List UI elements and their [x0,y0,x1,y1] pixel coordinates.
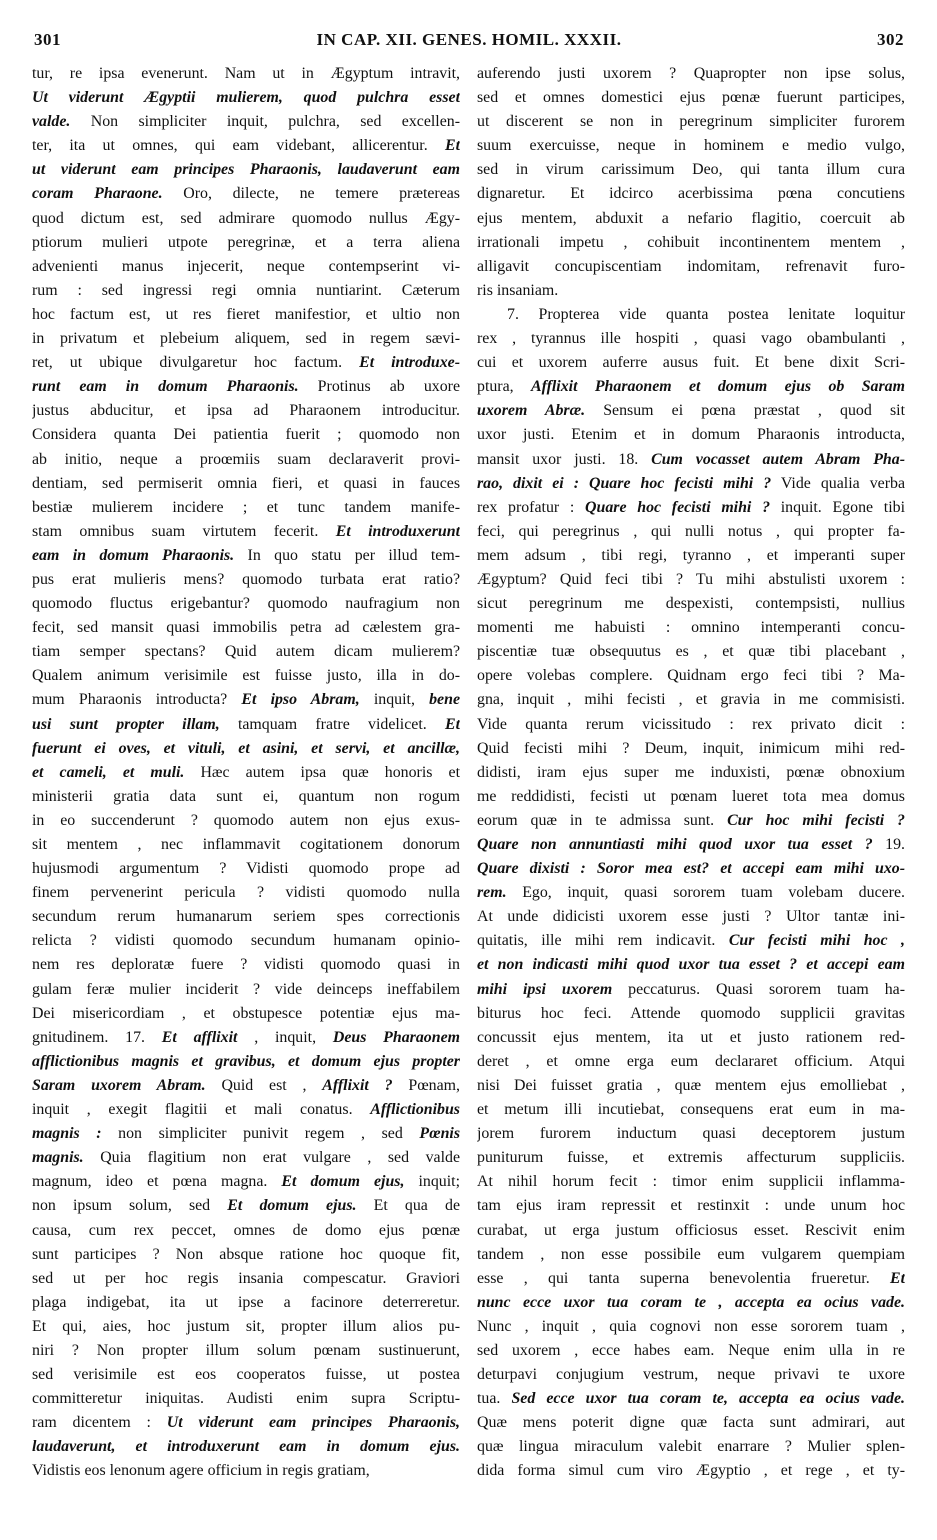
text-run: didisti, iram ejus super me induxisti, pœnæ obnoxium [477,763,905,781]
text-run: gnitudinem. 17. [32,1028,162,1046]
text-line [32,616,460,640]
text-line [32,1194,460,1218]
text-run: jorem furorem inductum quasi deceptorem justum [477,1125,905,1143]
text-line [477,207,905,231]
text-run: sit mentem , nec inflammavit cogitationem donorum [32,836,460,853]
italic-scripture-quote: et cameli, et muli. [32,763,185,781]
text-run: auferendo justi uxorem ? Quapropter non ipse solus, [477,65,905,82]
text-line [477,592,905,616]
text-line [477,1074,905,1098]
text-run: ministerii gratia data sunt ei, quantum non rogum [32,787,460,805]
text-run: causa, cum rex peccet, omnes de domo ejus pœnæ [32,1221,460,1239]
text-run: sicut peregrinum me despexisti, contempsisti, nullius [477,595,905,613]
text-line [32,1122,460,1146]
text-line [477,929,905,953]
text-line [32,953,460,977]
text-line [32,327,460,351]
text-run: sed ut per hoc regis insania compescatur. Graviori [32,1269,460,1287]
text-run: relicta ? vidisti quomodo secundum humanam opinio- [32,932,460,950]
italic-scripture-quote: Et ipso Abram, [241,691,360,709]
italic-scripture-quote: rao, dixit ei : Quare hoc fecisti mihi ? [477,474,772,492]
text-line [32,833,460,857]
text-run: magnum, ideo et pœna magna. [32,1173,282,1191]
text-line [32,158,460,182]
italic-scripture-quote: Afflixit Pharaonem et domum ejus ob Saram [530,378,905,396]
text-line [477,520,905,544]
text-line [32,110,460,134]
text-line [477,713,905,737]
text-run: mem adsum , tibi regi, tyranno , et imperanti super [477,546,905,564]
text-line [477,1026,905,1050]
text-line [477,1459,905,1483]
text-line [32,1170,460,1194]
text-line [477,978,905,1002]
text-line [32,399,460,423]
italic-scripture-quote: Et domum ejus. [227,1197,357,1215]
text-run: secundum rerum humanarum seriem spes correctionis [32,908,460,926]
text-line [477,1146,905,1170]
text-run: curabat, ut erga justum officiosus esset. Rescivit enim [477,1221,905,1239]
text-run: niri ? Non propter illum solum pœnam sustinuerunt, [32,1341,460,1359]
text-run: nem res deploratæ fuere ? vidisti quomodo quasi in [32,956,460,974]
text-run: feci, qui peregrinus , qui nulli notus , qui propter fa- [477,522,905,540]
text-line [32,231,460,255]
text-line [477,616,905,640]
text-line [477,327,905,351]
text-run: committeretur iniquitas. Audisti enim supra Scriptu- [32,1390,460,1408]
text-line [477,1050,905,1074]
italic-scripture-quote: Cum vocasset autem Abram Pha- [651,450,905,468]
text-line [32,1315,460,1339]
text-line [32,1435,460,1459]
text-line [477,496,905,520]
text-line [477,953,905,977]
italic-scripture-quote: Afflixit ? [322,1076,393,1094]
text-run: in eo succenderunt ? quomodo autem non ejus exus- [32,811,460,829]
text-run: biturus hoc feci. Attende quomodo supplicii gravitas [477,1004,905,1022]
right-text-column [477,62,905,1522]
text-line [32,1387,460,1411]
text-run: tam ejus iram repressit et restinxit : unde unum hoc [477,1197,905,1215]
text-run: non simpliciter punivit regem , sed [101,1125,420,1143]
text-run: sed et omnes domestici ejus pœnæ fuerunt participes, [477,89,905,107]
text-line [477,688,905,712]
running-header [34,30,904,56]
text-line [477,62,905,86]
text-line [32,1267,460,1291]
text-line [32,1219,460,1243]
left-text-column [32,62,460,1522]
text-line [32,737,460,761]
text-run: Quia flagitium non erat vulgare , sed valde [83,1149,460,1167]
text-line [32,255,460,279]
text-line [477,279,905,303]
italic-scripture-quote: Ut viderunt Ægyptii mulierem, quod pulchra esset [32,89,460,107]
italic-scripture-quote: eam in domum Pharaonis. [32,546,235,564]
text-line [32,881,460,905]
text-line [32,568,460,592]
text-line [477,1243,905,1267]
text-run: suum exercuisse, neque in hominem e medio vulgo, [477,137,905,155]
text-run: Protinus ab uxore [298,378,460,396]
text-run: deret , et omne erga eum declararet officium. Atqui [477,1052,905,1070]
text-line [32,86,460,110]
text-run: , inquit, [237,1028,333,1046]
text-line [32,688,460,712]
text-run: sed in virum carissimum Deo, qui tanta illum cura [477,161,905,179]
text-line [32,857,460,881]
text-run: Nunc , inquit , quia cognovi non esse sororem tuam , [477,1317,905,1335]
text-run: At nihil horum fecit : timor enim supplicii inflamma- [477,1173,905,1191]
text-line [32,182,460,206]
italic-scripture-quote: Et afflixit [161,1028,238,1046]
text-line [32,713,460,737]
text-run: concussit ejus mentem, ita ut et justo rationem red- [477,1028,905,1046]
text-line [477,1315,905,1339]
text-line [32,520,460,544]
text-run: dentiam, sed permiserit omnia fieri, et quasi in fauces [32,474,460,492]
text-line [32,375,460,399]
text-run: et metum illi incutiebat, consequens erat eum in ma- [477,1101,905,1119]
text-line [32,664,460,688]
text-line [32,448,460,472]
italic-scripture-quote: magnis : [32,1125,102,1143]
text-run: plaga indigebat, ita ut ipse a facinore deterreretur. [32,1293,460,1311]
text-run: Sensum ei pœna præstat , quod sit [585,402,905,420]
text-line [477,544,905,568]
text-line [32,978,460,1002]
italic-scripture-quote: Et domum ejus, [281,1173,405,1191]
text-line [477,399,905,423]
text-run: bestiæ mulierem incidere ; et tunc tandem manife- [32,498,460,516]
text-line [32,905,460,929]
text-run: inquit; [404,1173,460,1191]
text-run: ab initio, neque a proœmiis suam declaraverit provi- [32,450,460,468]
text-run: dida forma simul cum viro Ægyptio , et rege , et ty- [477,1462,905,1480]
text-run: sed uxorem , ecce habes eam. Neque enim ulla in re [477,1341,905,1359]
text-run: fecit, sed mansit quasi immobilis petra ad cælestem gra- [32,619,460,637]
text-line [477,568,905,592]
text-run: gna, inquit , mihi fecisti , et gravia in me commisisti. [477,691,905,709]
text-run: inquit, [359,691,430,709]
text-line [32,207,460,231]
text-line [32,423,460,447]
text-run: rex profatur : [477,498,586,516]
text-run: Et qua de [356,1197,460,1215]
text-line [477,375,905,399]
text-run: quitatis, ille mihi rem indicavit. [477,932,729,950]
text-run: In quo statu per illud tem- [234,546,460,564]
text-run: hujusmodi argumentum ? Vidisti quomodo prope ad [32,860,460,878]
text-run: Quid fecisti mihi ? Deum, inquit, inimicum mihi red- [477,739,905,757]
text-line [32,544,460,568]
text-run: justus abducitur, et ipsa ad Pharaonem introducitur. [32,402,460,420]
page-number-left: 301 [34,30,61,49]
text-line [32,785,460,809]
text-run: in privatum et plebeium aliquem, sed in regem sævi- [32,330,460,348]
italic-scripture-quote: Deus Pharaonem [332,1028,460,1046]
text-line [477,881,905,905]
text-line [32,62,460,86]
text-line [477,303,905,327]
text-run: inquit. Egone tibi [770,498,905,516]
text-run: deturpavi conjugium vestrum, neque privavi te uxore [477,1366,905,1384]
italic-scripture-quote: fuerunt ei oves, et vituli, et asini, et servi, et ancillæ, [32,739,460,757]
text-run: peccaturus. Quasi sororem tuam ha- [612,980,905,998]
text-line [477,448,905,472]
text-run: Vidistis eos lenonum agere officium in regis gratiam, [32,1462,370,1480]
text-run: non ipsum solum, sed [32,1197,228,1215]
text-line [32,1459,460,1483]
italic-scripture-quote: Et [444,137,460,155]
text-run: hoc factum est, ut res fieret manifestior, et ultio non [32,305,460,323]
text-run: momenti me habuisti : omnino intemperanti concu- [477,619,905,637]
italic-scripture-quote: Pœnis [419,1125,460,1143]
text-run: 19. [872,836,905,853]
text-run: sed verisimile est eos cooperatos fuisse, ut postea [32,1366,460,1384]
text-line [477,833,905,857]
text-line [32,303,460,327]
text-run: Ego, inquit, quasi sororem tuam volebam ducere. [506,884,905,902]
text-run: tandem , non esse possibile eum vulgarem quempiam [477,1245,905,1263]
italic-scripture-quote: Afflictionibus [370,1101,460,1119]
text-line [32,592,460,616]
text-run: quomodo fluctus erigebantur? quomodo naufragium non [32,595,460,613]
text-line [32,496,460,520]
text-run: cui et uxorem auferre ausus fuit. Et bene dixit Scri- [477,354,905,372]
italic-scripture-quote: Saram uxorem Abram. [32,1076,206,1094]
text-line [32,1026,460,1050]
text-line [32,1002,460,1026]
text-run: eorum quæ in te admissa sunt. [477,811,728,829]
text-line [477,472,905,496]
text-run: tamquam fratre videlicet. [219,715,445,733]
italic-scripture-quote: uxorem Abræ. [477,402,586,420]
text-line [32,929,460,953]
text-run: sunt participes ? Non absque ratione hoc quoque fit, [32,1245,460,1263]
text-line [477,1339,905,1363]
text-run: me reddidisti, fecisti ut pœnam lueret tota mea domus [477,787,905,805]
text-line [477,737,905,761]
text-run: esse , qui tanta superna benevolentia frueretur. [477,1269,890,1287]
text-line [477,1387,905,1411]
text-run: stam omnibus suam virtutem fecerit. [32,522,336,540]
text-line [32,1074,460,1098]
italic-scripture-quote: Et [444,715,460,733]
text-run: irrationali impetu , cohibuit incontinentem mentem , [477,233,905,251]
text-line [477,1170,905,1194]
text-line [477,1291,905,1315]
text-run: advenienti manus injecerit, neque contempserint vi- [32,257,460,275]
text-run: 7. Propterea vide quanta postea lenitate loquitur [507,305,905,323]
text-run: tua. [477,1390,512,1408]
text-run: Dei misericordiam , et obstupesce potentiæ ejus ma- [32,1004,460,1022]
text-run: Quid est , [205,1076,323,1094]
text-line [32,472,460,496]
text-line [32,351,460,375]
text-line [477,110,905,134]
text-line [32,279,460,303]
text-line [477,134,905,158]
text-run: Oro, dilecte, ne temere prætereas [162,185,460,203]
text-line [477,1363,905,1387]
italic-scripture-quote: et non indicasti mihi quod uxor tua esset ? et accepi eam [477,956,905,974]
text-run: ter, ita ut omnes, qui eam videbant, allicerentur. [32,137,445,155]
text-run: ret, ut ubique divulgaretur hoc factum. [32,354,360,372]
text-line [32,1098,460,1122]
italic-scripture-quote: rem. [477,884,507,902]
text-run: alligavit concupiscentiam indomitam, refrenavit furo- [477,257,905,275]
text-run: Considera quanta Dei patientia fuerit ; quomodo non [32,426,460,444]
text-line [477,1002,905,1026]
running-title: IN CAP. XII. GENES. HOMIL. XXXII. [316,30,622,49]
text-run: gulam feræ mulier inciderit ? vide deinceps ineffabilem [32,980,460,998]
italic-scripture-quote: Et introduxerunt [335,522,460,540]
italic-scripture-quote: Quare non annuntiasti mihi quod uxor tua esset ? [477,836,873,853]
text-line [477,664,905,688]
italic-scripture-quote: Et introduxe- [359,354,460,372]
italic-scripture-quote: Cur fecisti mihi hoc , [728,932,905,950]
text-run: Et qui, aies, hoc justum sit, propter illum alios pu- [32,1317,460,1335]
text-line [32,809,460,833]
italic-scripture-quote: Cur hoc mihi fecisti ? [727,811,905,829]
text-run: rex , tyrannus ille hospiti , quasi vago obambulanti , [477,330,905,348]
italic-scripture-quote: Et [889,1269,905,1287]
text-run: ejus mentem, abduxit a nefario flagitio, coercuit ab [477,209,905,227]
text-line [477,809,905,833]
italic-scripture-quote: nunc ecce uxor tua coram te , accepta ea ocius vade. [477,1293,905,1311]
text-line [477,1219,905,1243]
page-number-right: 302 [877,30,904,49]
italic-scripture-quote: runt eam in domum Pharaonis. [32,378,299,396]
text-run: Quæ mens poterit digne quæ facta sunt admirari, aut [477,1414,905,1432]
text-line [477,158,905,182]
text-run: Non simpliciter inquit, pulchra, sed excellen- [70,113,460,131]
text-run: finem pervenerint pericula ? vidisti quomodo nulla [32,884,460,902]
text-line [32,1363,460,1387]
text-line [477,1267,905,1291]
text-line [477,182,905,206]
text-run: At unde didicisti uxorem esse justi ? Ultor tantæ ini- [477,908,905,926]
text-run: Ægyptum? Quid feci tibi ? Tu mihi abstulisti uxorem : [477,570,905,588]
text-run: nisi Dei fuisset gratia , quæ mentem ejus emolliebat , [477,1076,905,1094]
text-line [477,231,905,255]
text-run: quod dictum est, sed admirare quomodo nullus Ægy- [32,209,460,227]
text-run: ut discerent se non in peregrinum simpliciter furorem [477,113,905,131]
text-line [477,86,905,110]
text-line [32,640,460,664]
text-run: inquit , exegit flagitii et mali conatus. [32,1101,371,1119]
text-run: ram dicentem : [32,1414,167,1432]
italic-scripture-quote: coram Pharaone. [32,185,163,203]
text-run: Vide quanta rerum vicissitudo : rex privato dicit : [477,715,905,733]
italic-scripture-quote: Ut viderunt eam principes Pharaonis, [166,1414,460,1432]
text-line [477,857,905,881]
text-run: Pœnam, [392,1076,460,1094]
italic-scripture-quote: ut viderunt eam principes Pharaonis, laudaverunt eam [32,161,460,179]
text-run: uxor justi. Etenim et in domum Pharaonis introducta, [477,426,905,444]
text-run: tur, re ipsa evenerunt. Nam ut in Ægyptum intravit, [32,65,460,82]
italic-scripture-quote: Sed ecce uxor tua coram te, accepta ea ocius vade. [511,1390,905,1408]
text-line [32,1339,460,1363]
text-line [477,905,905,929]
text-line [477,423,905,447]
text-run: opere volebas complere. Quidnam ergo feci tibi ? Ma- [477,667,905,685]
text-run: mum Pharaonis introducta? [32,691,242,709]
text-run: Vide qualia verba [771,474,905,492]
italic-scripture-quote: Quare hoc fecisti mihi ? [585,498,771,516]
text-run: pus erat mulieris mens? quomodo turbata erat ratio? [32,570,460,588]
italic-scripture-quote: usi sunt propter illam, [32,715,220,733]
text-line [32,134,460,158]
text-line [32,1050,460,1074]
text-line [477,761,905,785]
text-line [477,1411,905,1435]
text-line [477,1098,905,1122]
text-line [477,1435,905,1459]
italic-scripture-quote: bene [429,691,460,709]
text-run: puniturum fuisse, et extremis affecturum suppliciis. [477,1149,905,1167]
text-run: ris insaniam. [477,281,559,299]
italic-scripture-quote: magnis. [32,1149,84,1167]
text-line [477,1122,905,1146]
text-run: ptura, [477,378,531,396]
text-run: piscentiæ tuæ obsequutus es , et quæ tibi placebant , [477,643,905,661]
text-run: dignaretur. Et idcirco acerbissima pœna concutiens [477,185,905,203]
text-run: ptiorum mulieri utpote peregrinæ, et a terra aliena [32,233,460,251]
text-line [32,1146,460,1170]
text-run: quæ lingua miraculum valebit enarrare ? Mulier splen- [477,1438,905,1456]
text-line [32,1291,460,1315]
text-line [32,1411,460,1435]
text-run: rum : sed ingressi regi omnia nuntiarint. Cæterum [32,281,460,299]
text-line [477,785,905,809]
text-line [32,761,460,785]
text-line [477,1194,905,1218]
italic-scripture-quote: afflictionibus magnis et gravibus, et domum ejus propter [32,1052,460,1070]
italic-scripture-quote: laudaverunt, et introduxerunt eam in domum ejus. [32,1438,460,1456]
italic-scripture-quote: Quare dixisti : Soror mea est? et accepi eam mihi uxo- [477,860,905,878]
italic-scripture-quote: mihi ipsi uxorem [477,980,613,998]
text-line [477,640,905,664]
text-run: mansit uxor justi. 18. [477,450,652,468]
text-line [32,1243,460,1267]
italic-scripture-quote: valde. [32,113,71,131]
text-line [477,255,905,279]
text-run: Qualem animum verisimile est fuisse justo, illa in do- [32,667,460,685]
text-line [477,351,905,375]
text-run: Hæc autem ipsa quæ honoris et [184,763,460,781]
text-run: tiam semper spectans? Quid autem dicam mulierem? [32,643,460,661]
